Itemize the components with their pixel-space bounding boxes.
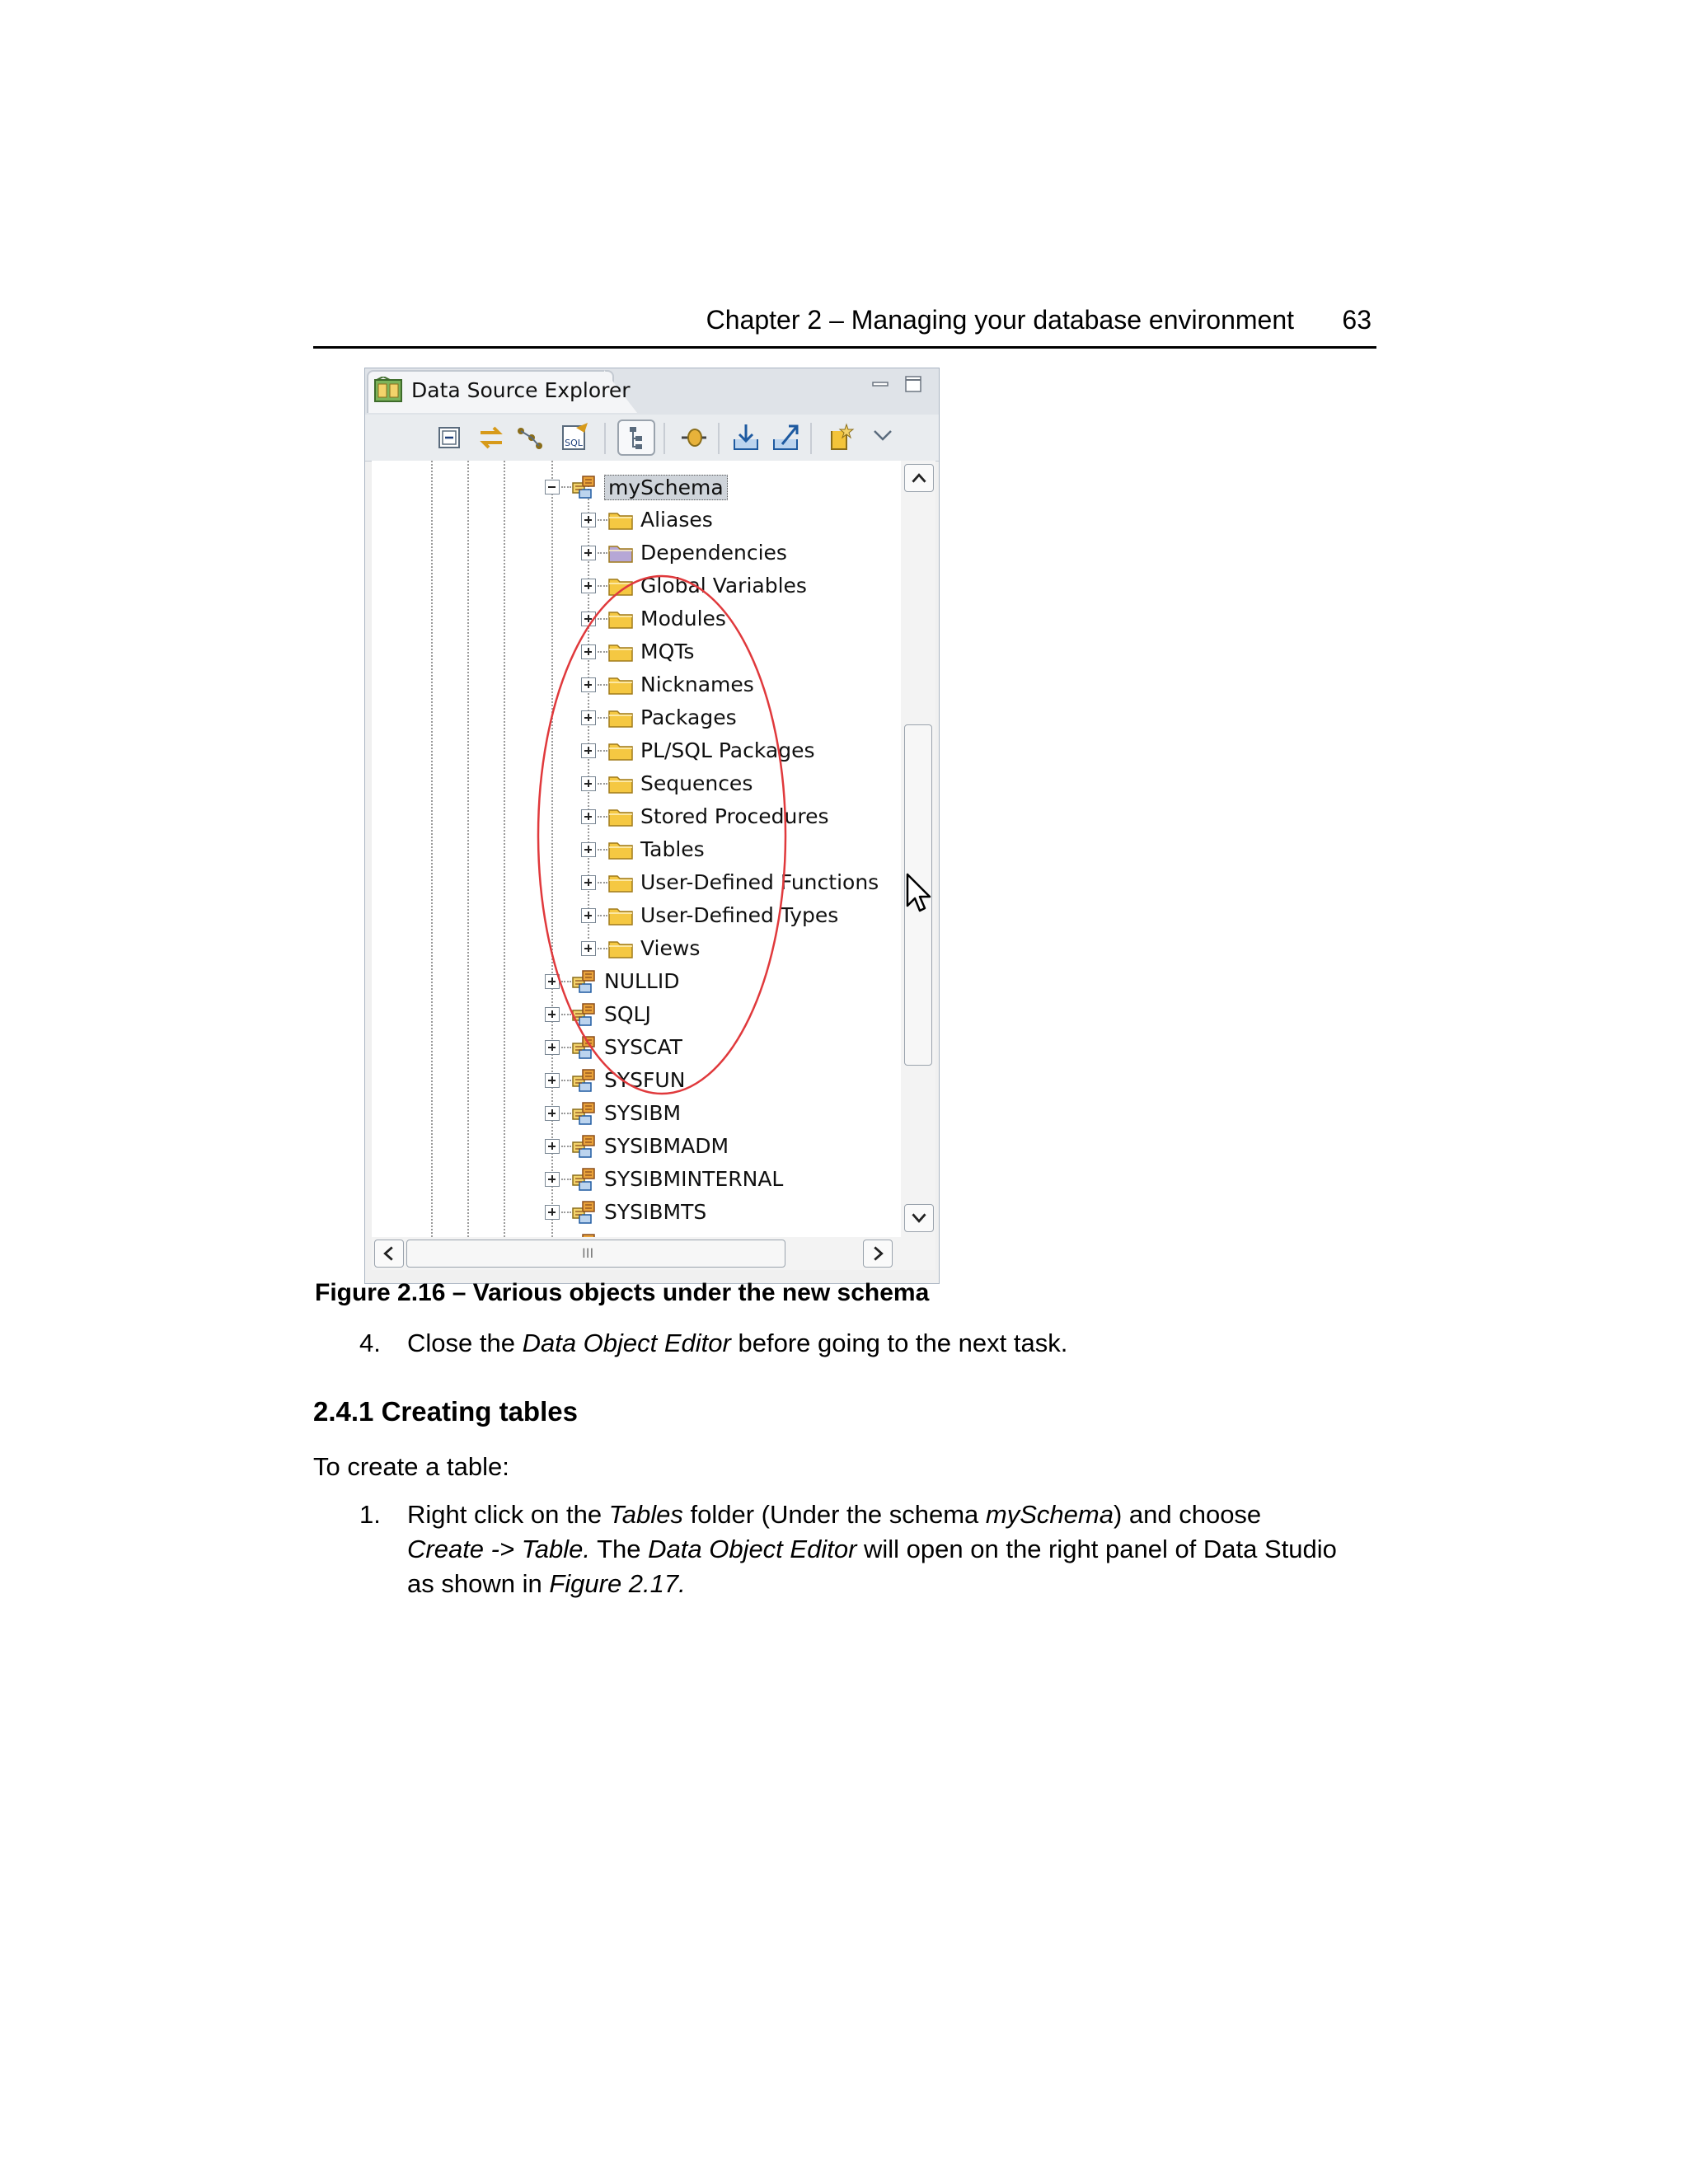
tree-folder-label[interactable]: Aliases [640,508,713,532]
schema-icon [571,1134,596,1162]
toolbar-separator [604,423,606,454]
tree-folder-row[interactable] [372,899,899,932]
folder-icon [607,773,634,798]
tree-connector [598,552,607,554]
tree-schema-row[interactable] [372,998,899,1031]
tree-schema-label[interactable]: NULLID [604,969,680,993]
tree-folder-label[interactable]: Dependencies [640,541,787,565]
expand-node-icon[interactable] [581,710,596,725]
tree-folder-label[interactable]: Tables [640,837,705,861]
folder-icon [607,707,634,732]
section-heading: 2.4.1 Creating tables [313,1396,578,1427]
folder-icon [607,575,634,600]
step-1-text-part: Right click on the [407,1500,609,1529]
folder-icon [607,905,634,930]
connect-icon[interactable] [678,423,710,452]
folder-icon [607,608,634,633]
tree-schema-row[interactable] [372,1163,899,1196]
schema-icon [571,969,596,997]
tree-connector [598,783,607,785]
tree-connector [561,1113,571,1114]
tree-folder-label[interactable]: Stored Procedures [640,804,829,828]
expand-node-icon[interactable] [545,1007,560,1022]
schema-icon [571,1002,596,1030]
expand-node-icon[interactable] [545,1106,560,1121]
horizontal-scroll-thumb[interactable] [406,1240,785,1268]
tree-schema-label[interactable]: SYSIBMTS [604,1200,707,1224]
toolbar-separator [718,423,720,454]
expand-node-icon[interactable] [581,579,596,593]
step-1-emphasis: mySchema [985,1500,1114,1529]
running-header [313,302,1376,349]
tree-connector [598,519,607,521]
expand-node-icon[interactable] [581,612,596,626]
tree-connector [561,1179,571,1180]
tree-schema-row[interactable] [372,965,899,998]
expand-node-icon[interactable] [581,941,596,956]
expand-node-icon[interactable] [545,1040,560,1055]
tree-folder-row[interactable] [372,569,899,602]
svg-text:SQL: SQL [565,438,583,448]
scroll-left-icon[interactable] [374,1240,404,1268]
step-1-emphasis: Create -> Table. [407,1535,591,1563]
expand-node-icon[interactable] [545,1205,560,1220]
tree-schema-label[interactable]: mySchema [604,475,728,500]
tree-schema-label[interactable]: SYSFUN [604,1068,686,1092]
panel-toolbar [365,415,939,462]
data-source-explorer-panel [364,368,940,1284]
step-1-text-part: The [590,1535,649,1563]
tree-schema-label[interactable]: SYSCAT [604,1035,682,1059]
tree-connector [598,816,607,818]
view-menu-icon[interactable] [871,423,894,452]
scroll-up-icon[interactable] [904,464,934,492]
page-number: 63 [1342,305,1372,335]
collapse-all-icon[interactable] [434,423,466,452]
tree-schema-label[interactable]: SYSIBM [604,1101,682,1125]
expand-node-icon[interactable] [545,1172,560,1187]
tree-folder-row[interactable] [372,602,899,635]
tree-folder-row[interactable] [372,668,899,701]
folder-icon [607,674,634,699]
tree-connector [598,717,607,719]
tree-folder-label[interactable]: Sequences [640,771,753,795]
tree-connector [561,1014,571,1015]
panel-titlebar [365,368,939,415]
tree-schema-row[interactable] [372,1130,899,1163]
tree-folder-label[interactable]: User-Defined Functions [640,870,879,894]
tree-connector [598,915,607,916]
expand-node-icon[interactable] [581,644,596,659]
schema-tree [372,461,901,1237]
schema-icon [571,1068,596,1096]
tree-connector [598,882,607,883]
export-icon[interactable] [771,423,802,452]
step-1-text-part: folder (Under the schema [682,1500,986,1529]
show-hierarchy-icon[interactable] [617,419,655,456]
step-1-number: 1. [359,1500,381,1529]
step-4-text-part: before going to the next task. [730,1329,1068,1357]
expand-node-icon[interactable] [545,1139,560,1154]
tree-connector [598,684,607,686]
tree-schema-label[interactable]: SYSIBMINTERNAL [604,1167,784,1191]
expand-node-icon[interactable] [581,513,596,527]
toolbar-separator [663,423,665,454]
expand-node-icon[interactable] [581,677,596,692]
figure-caption: Figure 2.16 – Various objects under the new schema [315,1279,930,1306]
step-1-emphasis: Figure 2.17. [549,1569,686,1598]
step-4-number: 4. [359,1329,381,1357]
tree-connector [561,486,571,488]
tree-connector [561,1212,571,1213]
step-1-line-3 [407,1569,686,1599]
tree-connector [561,981,571,982]
tree-folder-label[interactable]: Views [640,936,701,960]
tree-folder-label[interactable]: User-Defined Types [640,903,839,927]
tree-connector [598,750,607,752]
maximize-button[interactable] [904,375,924,393]
tree-schema-row[interactable] [372,1196,899,1229]
expand-node-icon[interactable] [545,974,560,989]
scroll-grip: III [582,1245,594,1261]
horizontal-scrollbar[interactable] [372,1237,935,1270]
step-1-line-1 [407,1500,1261,1530]
tree-folder-row[interactable] [372,767,899,800]
tree-folder-row[interactable] [372,734,899,767]
folder-icon [607,938,634,963]
link-with-editor-icon[interactable] [476,423,507,452]
step-1-text-part: ) and choose [1113,1500,1262,1529]
tree-connector [561,1146,571,1147]
scroll-down-icon[interactable] [904,1204,934,1232]
folder-icon [607,641,634,666]
step-4-text-part: Close the [407,1329,523,1357]
tree-folder-row[interactable] [372,504,899,537]
tree-folder-row[interactable] [372,866,899,899]
folder-icon [607,839,634,864]
tree-connector [598,948,607,949]
toolbar-separator [810,423,812,454]
tree-connector [598,651,607,653]
tree-folder-label[interactable]: PL/SQL Packages [640,738,815,762]
connection-tree-icon[interactable] [513,423,545,452]
tree-connector [598,585,607,587]
schema-icon [571,1101,596,1129]
folder-icon [607,806,634,831]
intro-paragraph: To create a table: [313,1452,509,1481]
schema-icon [571,1035,596,1063]
tree-folder-label[interactable]: Packages [640,705,737,729]
tree-connector [561,1047,571,1048]
schema-icon [571,1167,596,1195]
tree-schema-label[interactable]: SYSIBMADM [604,1134,729,1158]
expand-node-icon[interactable] [581,809,596,824]
tree-folder-label[interactable]: Nicknames [640,673,754,696]
folder-icon [607,740,634,765]
mouse-cursor-icon [904,873,932,914]
step-1-line-2 [407,1535,1337,1564]
new-connection-icon[interactable] [827,423,858,452]
expand-node-icon[interactable] [581,875,596,890]
import-icon[interactable] [731,423,762,452]
expand-node-icon[interactable] [581,776,596,791]
minimize-button[interactable] [871,375,891,393]
vertical-scrollbar[interactable] [901,461,935,1237]
tree-folder-label[interactable]: Global Variables [640,574,807,598]
tree-folder-row[interactable] [372,701,899,734]
collapse-node-icon[interactable] [545,480,560,494]
tree-folder-row[interactable] [372,932,899,965]
step-4-text [407,1329,1067,1358]
step-1-emphasis: Tables [608,1500,683,1529]
folder-icon [607,542,634,567]
schema-icon [571,1200,596,1228]
tree-schema-row[interactable] [372,1031,899,1064]
expand-node-icon[interactable] [581,743,596,758]
folder-icon [607,509,634,534]
tree-folder-row[interactable] [372,635,899,668]
scroll-right-icon[interactable] [863,1240,893,1268]
tree-schema-row[interactable] [372,1097,899,1130]
tree-connector [598,849,607,851]
schema-icon [571,475,596,503]
panel-title: Data Source Explorer [411,378,631,402]
expand-node-icon[interactable] [581,842,596,857]
tree-folder-label[interactable]: Modules [640,607,726,630]
step-1-text-part: as shown in [407,1569,550,1598]
chapter-title: Chapter 2 – Managing your database environment [706,305,1294,335]
tree-folder-row[interactable] [372,833,899,866]
tree-connector [598,618,607,620]
tree-folder-row[interactable] [372,800,899,833]
expand-node-icon[interactable] [581,908,596,923]
step-4-emphasis: Data Object Editor [522,1329,731,1357]
tree-schema-label[interactable]: SQLJ [604,1002,651,1026]
expand-node-icon[interactable] [545,1073,560,1088]
tree-folder-row[interactable] [372,537,899,569]
expand-node-icon[interactable] [581,546,596,560]
tree-folder-label[interactable]: MQTs [640,640,695,663]
data-source-explorer-icon [373,377,403,405]
step-1-emphasis: Data Object Editor [648,1535,857,1563]
folder-icon [607,872,634,897]
sql-script-icon[interactable] [560,423,591,452]
tree-schema-row[interactable] [372,1064,899,1097]
step-1-text-part: will open on the right panel of Data Studio [856,1535,1337,1563]
tree-schema-row[interactable] [372,471,899,504]
tree-connector [561,1080,571,1081]
